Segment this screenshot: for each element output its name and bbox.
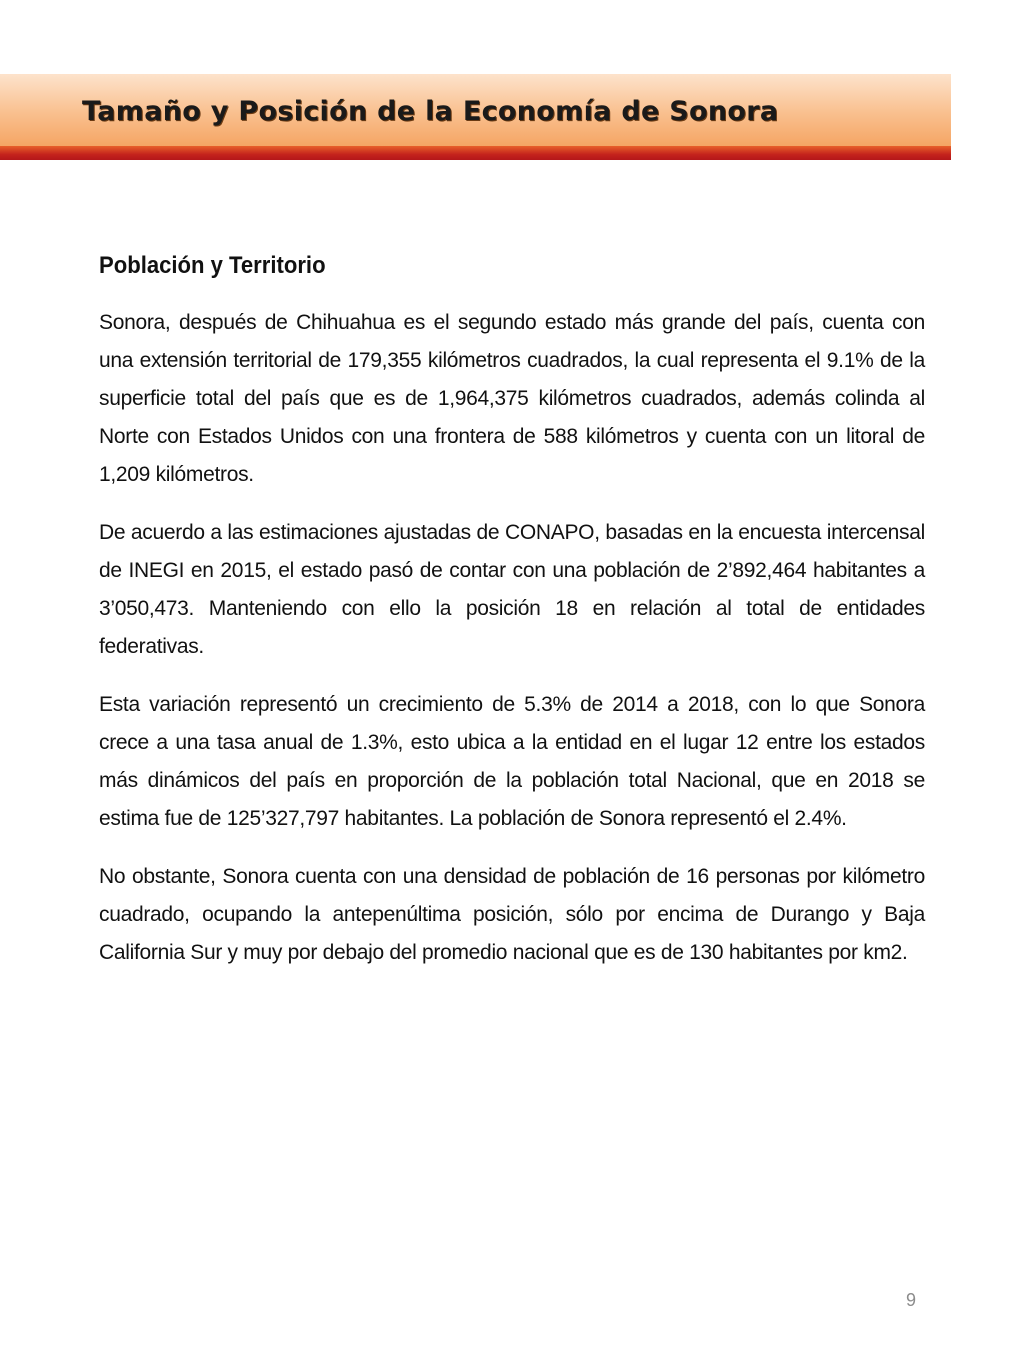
header-rule [0, 146, 951, 160]
main-content [99, 250, 925, 992]
section-heading: Población y Territorio [99, 252, 326, 279]
paragraph-population: De acuerdo a las estimaciones ajustadas de CONAPO, basadas en la encuesta intercensal de INEGI en 2015, el estado pasó de contar con una población de 2’892,464 habitantes a 3’050,473. Manteniendo con ello la posición 18 en relación al total de entidades federativas. [99, 521, 925, 658]
paragraph-territory: Sonora, después de Chihuahua es el segundo estado más grande del país, cuenta con una extensión territorial de 179,355 kilómetros cuadrados, la cual representa el 9.1% de la superficie total del país que es de 1,964,375 kilómetros cuadrados, además colinda al Norte con Estados Unidos con una frontera de 588 kilómetros y cuenta con un litoral de 1,209 kilómetros. [99, 311, 925, 486]
page-title: Tamaño y Posición de la Economía de Sonora [82, 96, 779, 127]
paragraph-density: No obstante, Sonora cuenta con una densidad de población de 16 personas por kilómetro cuadrado, ocupando la antepenúltima posición, sólo por encima de Durango y Baja California Sur y muy por debajo del promedio nacional que es de 130 habitantes por km2. [99, 865, 925, 964]
page-number: 9 [906, 1290, 917, 1310]
paragraph-growth: Esta variación representó un crecimiento de 5.3% de 2014 a 2018, con lo que Sonora crece a una tasa anual de 1.3%, esto ubica a la entidad en el lugar 12 entre los estados más dinámicos del país en proporción de la población total Nacional, que en 2018 se estima fue de 125’327,797 habitantes. La población de Sonora representó el 2.4%. [99, 693, 925, 830]
